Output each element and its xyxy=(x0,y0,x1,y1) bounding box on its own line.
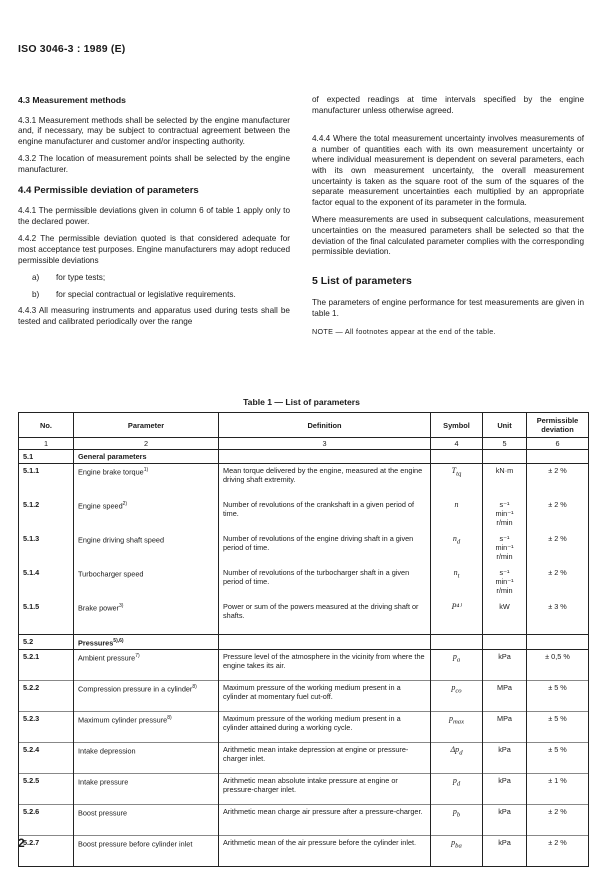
column-header: No. xyxy=(19,413,74,438)
permissible-deviation: ± 2 % xyxy=(527,498,589,532)
section-5-title: 5 List of parameters xyxy=(312,274,412,287)
symbol: P⁴⁾ xyxy=(431,600,483,635)
row-number: 5.2.6 xyxy=(19,805,74,836)
parameter-name: Engine brake torque$^{1)}$ xyxy=(74,464,219,499)
table-row xyxy=(19,650,589,681)
deviation-list xyxy=(18,273,290,300)
unit: kW xyxy=(483,600,527,635)
definition: Arithmetic mean absolute intake pressure at engine or pressure-charger inlet. xyxy=(219,774,431,805)
row-number: 5.2.2 xyxy=(19,681,74,712)
row-number: 5.1.5 xyxy=(19,600,74,635)
permissible-deviation: ± 5 % xyxy=(527,743,589,774)
permissible-deviation: ± 1 % xyxy=(527,774,589,805)
unit: kPa xyxy=(483,836,527,867)
definition: Maximum pressure of the working medium present in a cylinder at momentary fuel cut-off. xyxy=(219,681,431,712)
parameter-name: Boost pressure xyxy=(74,805,219,836)
definition: Power or sum of the powers measured at the driving shaft or shafts. xyxy=(219,600,431,635)
symbol: $p_d$ xyxy=(431,774,483,805)
permissible-deviation: ± 0,5 % xyxy=(527,650,589,681)
para-4-3-1: 4.3.1 Measurement methods shall be selected by the engine manufacturer and, if necessary, may be subject to contractual agreement between the engine manufacturer and customer and/or inspecting authority. xyxy=(18,115,290,146)
symbol: $\Delta p_d$ xyxy=(431,743,483,774)
unit: MPa xyxy=(483,681,527,712)
parameter-name: Ambient pressure$^{7)}$ xyxy=(74,650,219,681)
list-item: a) for type tests; xyxy=(32,273,106,283)
row-number: 5.1.1 xyxy=(19,464,74,499)
right-column xyxy=(312,95,584,344)
para-4-3-2: 4.3.2 The location of measurement points shall be selected by the engine manufacturer. xyxy=(18,154,290,174)
section-row: 5.1 General parameters xyxy=(19,450,589,464)
definition: Maximum pressure of the working medium present in a cylinder attained during a working cycle. xyxy=(219,712,431,743)
permissible-deviation: ± 2 % xyxy=(527,464,589,499)
definition: Number of revolutions of the crankshaft in a given period of time. xyxy=(219,498,431,532)
symbol: $n_t$ xyxy=(431,566,483,600)
parameter-name: Intake depression xyxy=(74,743,219,774)
para-4-4-1: 4.4.1 The permissible deviations given in column 6 of table 1 apply only to the declared power. xyxy=(18,206,290,226)
para-4-4-3: 4.4.3 All measuring instruments and apparatus used during tests shall be tested and calibrated periodically over the range xyxy=(18,306,290,326)
column-header: Parameter xyxy=(74,413,219,438)
definition: Arithmetic mean of the air pressure before the cylinder inlet. xyxy=(219,836,431,867)
definition: Mean torque delivered by the engine, measured at the engine driving shaft extremity. xyxy=(219,464,431,499)
unit: s⁻¹ min⁻¹ r/min xyxy=(483,498,527,532)
row-number: 5.2.7 xyxy=(19,836,74,867)
unit: s⁻¹ min⁻¹ r/min xyxy=(483,566,527,600)
para-5: The parameters of engine performance for test measurements are given in table 1. xyxy=(312,298,584,318)
column-header: Symbol xyxy=(431,413,483,438)
unit: kPa xyxy=(483,650,527,681)
parameter-name: Engine driving shaft speed xyxy=(74,532,219,566)
document-header: ISO 3046-3 : 1989 (E) xyxy=(18,43,126,55)
symbol: $n_d$ xyxy=(431,532,483,566)
parameter-name: Maximum cylinder pressure$^{8)}$ xyxy=(74,712,219,743)
permissible-deviation: ± 5 % xyxy=(527,681,589,712)
definition: Number of revolutions of the turbocharger shaft in a given period of time. xyxy=(219,566,431,600)
row-number: 5.2.5 xyxy=(19,774,74,805)
symbol: $p_{co}$ xyxy=(431,681,483,712)
row-number: 5.2.3 xyxy=(19,712,74,743)
table-row xyxy=(19,498,589,532)
column-header: Unit xyxy=(483,413,527,438)
table-row xyxy=(19,681,589,712)
list-item: b) for special contractual or legislative requirements. xyxy=(32,289,236,299)
unit: s⁻¹ min⁻¹ r/min xyxy=(483,532,527,566)
section-row: 5.2 Pressures$^{5),6)}$ xyxy=(19,635,589,650)
parameter-name: Turbocharger speed xyxy=(74,566,219,600)
symbol: $p_a$ xyxy=(431,650,483,681)
symbol: $p_b$ xyxy=(431,805,483,836)
table-row xyxy=(19,600,589,635)
parameter-name: Boost pressure before cylinder inlet xyxy=(74,836,219,867)
parameter-name: Compression pressure in a cylinder$^{8)}$ xyxy=(74,681,219,712)
para-4-4-4-b: Where measurements are used in subsequent calculations, measurement uncertainties on the measured parameters shall be selected so that the deviation of the final calculated parameter complies with the corresponding permissible deviation. xyxy=(312,215,584,257)
row-number: 5.1.4 xyxy=(19,566,74,600)
unit: kN·m xyxy=(483,464,527,499)
permissible-deviation: ± 2 % xyxy=(527,805,589,836)
table-note: NOTE — All footnotes appear at the end of the table. xyxy=(312,326,496,336)
table-row xyxy=(19,836,589,867)
table-row xyxy=(19,566,589,600)
table-caption: Table 1 — List of parameters xyxy=(243,397,360,407)
parameter-name: Brake power$^{3)}$ xyxy=(74,600,219,635)
table-row xyxy=(19,464,589,499)
symbol: n xyxy=(431,498,483,532)
table-row xyxy=(19,712,589,743)
row-number: 5.1.3 xyxy=(19,532,74,566)
definition: Pressure level of the atmosphere in the vicinity from where the engine takes its air. xyxy=(219,650,431,681)
unit: MPa xyxy=(483,712,527,743)
para-4-4-4: 4.4.4 Where the total measurement uncertainty involves measurements of a number of quantities each with its own measurement uncertainty or where individual measurement is dependent on several parameters, each with its own measurement uncertainty, the overall measurement uncertainty is taken as the square root of the sum of the squares of the separate measurement uncertainties each multiplied by an appropriate factor equal to the exponent of its parameter in the formula. xyxy=(312,134,584,207)
table-row xyxy=(19,743,589,774)
page-number: 2 xyxy=(18,836,25,850)
permissible-deviation: ± 2 % xyxy=(527,566,589,600)
permissible-deviation: ± 2 % xyxy=(527,532,589,566)
symbol: $T_{tq}$ xyxy=(431,464,483,499)
parameters-table xyxy=(18,412,589,867)
table-row xyxy=(19,774,589,805)
row-number: 5.1.2 xyxy=(19,498,74,532)
table-row xyxy=(19,532,589,566)
permissible-deviation: ± 2 % xyxy=(527,836,589,867)
column-header: Definition xyxy=(219,413,431,438)
left-column xyxy=(18,95,290,335)
definition: Arithmetic mean intake depression at engine or pressure-charger inlet. xyxy=(219,743,431,774)
section-4-3-title: 4.3 Measurement methods xyxy=(18,95,126,105)
symbol: $p_{max}$ xyxy=(431,712,483,743)
section-4-4-title: 4.4 Permissible deviation of parameters xyxy=(18,184,199,196)
definition: Arithmetic mean charge air pressure after a pressure-charger. xyxy=(219,805,431,836)
parameter-name: Intake pressure xyxy=(74,774,219,805)
row-number: 5.2.4 xyxy=(19,743,74,774)
para-4-4-3-continued: of expected readings at time intervals specified by the engine manufacturer unless otherwise agreed. xyxy=(312,95,584,115)
unit: kPa xyxy=(483,805,527,836)
permissible-deviation: ± 3 % xyxy=(527,600,589,635)
row-number: 5.2.1 xyxy=(19,650,74,681)
parameter-name: Engine speed$^{2)}$ xyxy=(74,498,219,532)
unit: kPa xyxy=(483,774,527,805)
para-4-4-2: 4.4.2 The permissible deviation quoted is that considered adequate for most acceptance test purposes. Engine manufacturers may adopt reduced permissible deviations xyxy=(18,234,290,265)
unit: kPa xyxy=(483,743,527,774)
symbol: $p_{ba}$ xyxy=(431,836,483,867)
column-header: Permissible deviation xyxy=(527,413,589,438)
column-number-row: 1 2 3 4 5 6 xyxy=(19,438,589,450)
definition: Number of revolutions of the engine driving shaft in a given period of time. xyxy=(219,532,431,566)
table-row xyxy=(19,805,589,836)
permissible-deviation: ± 5 % xyxy=(527,712,589,743)
table-header-row xyxy=(19,413,589,438)
